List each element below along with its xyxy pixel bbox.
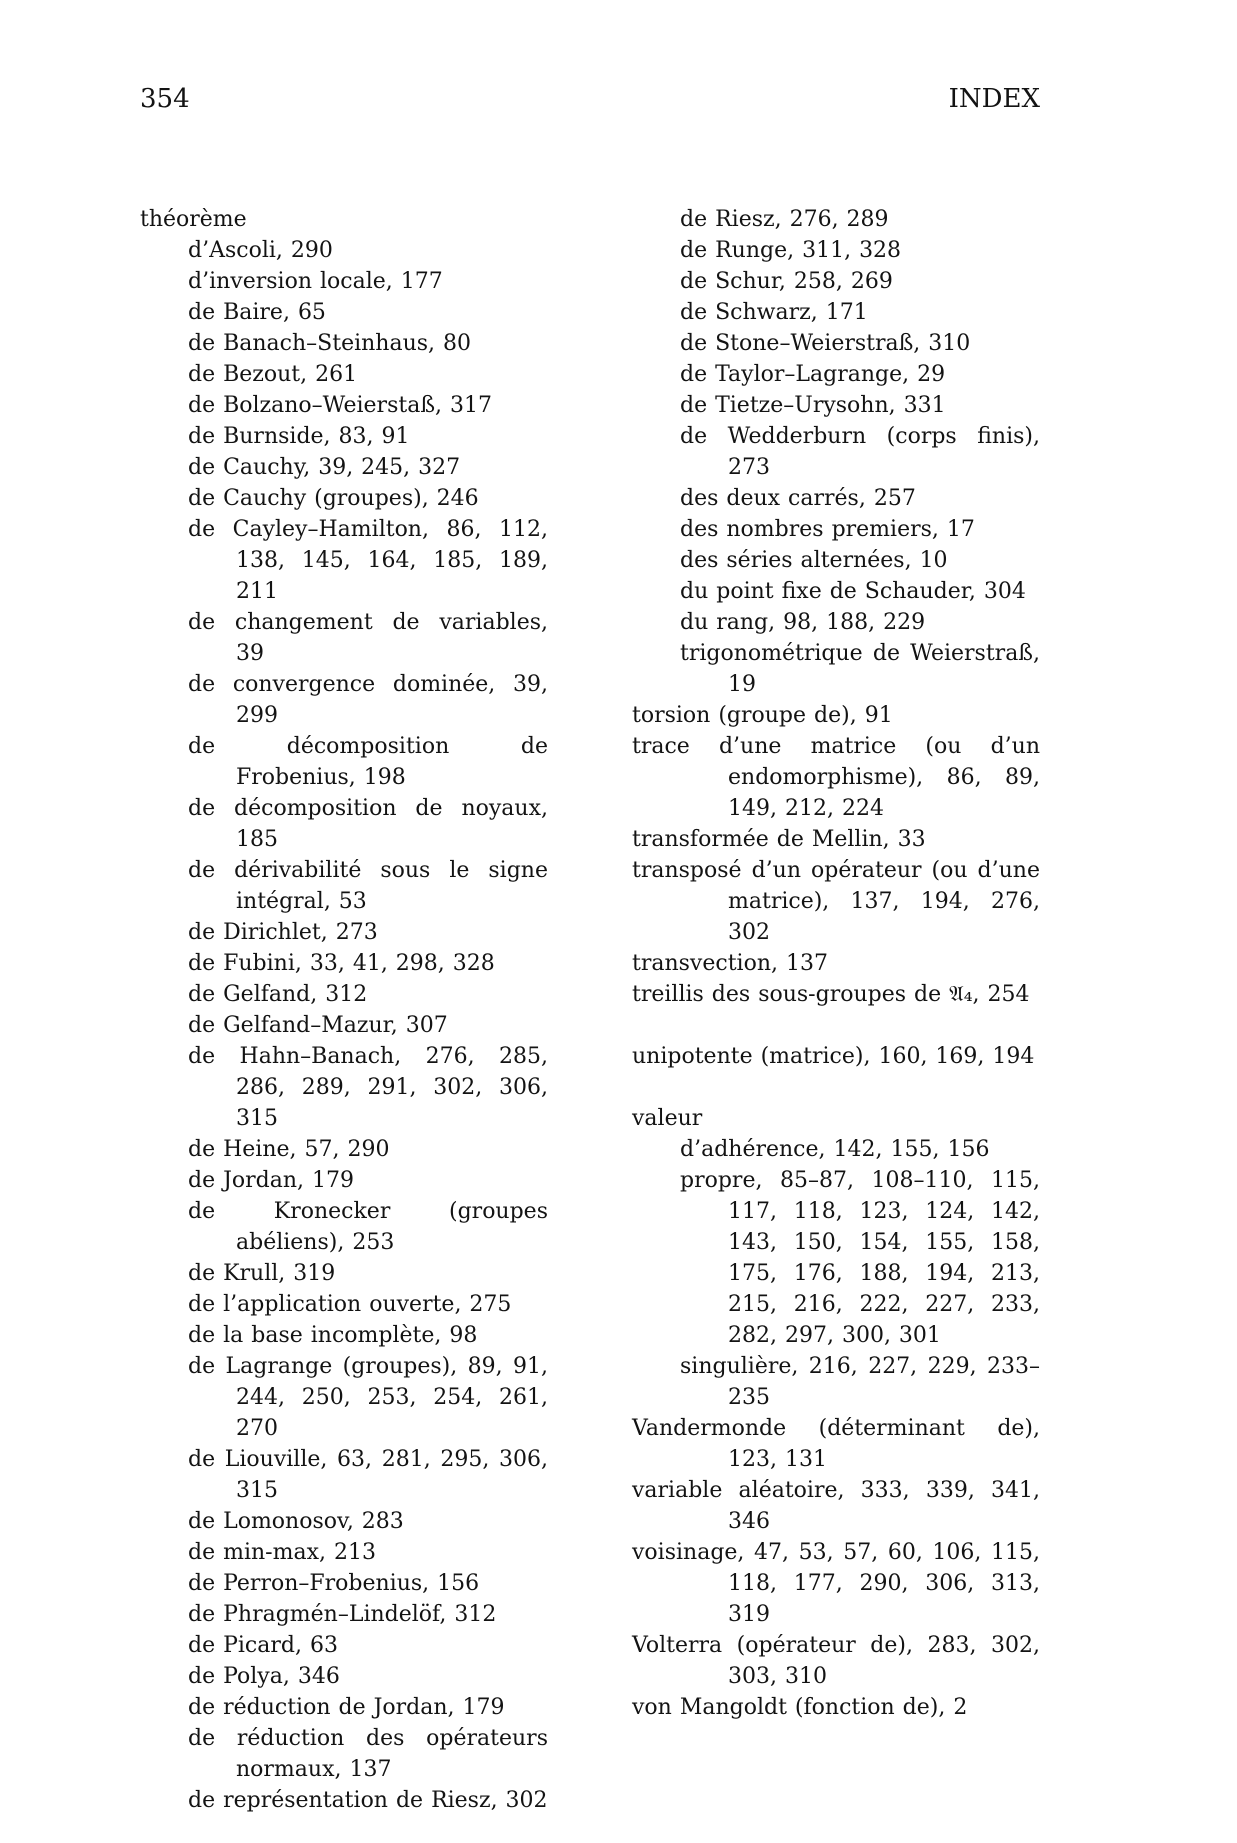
index-entry: de Picard, 63: [188, 1633, 338, 1658]
index-entry: voisinage, 47, 53, 57, 60, 106, 115, 118, 177, 290, 306, 313, 319: [632, 1540, 1040, 1627]
index-entry: de Tietze–Urysohn, 331: [680, 393, 946, 418]
index-entry: de Runge, 311, 328: [680, 238, 902, 263]
index-entry: du point fixe de Schauder, 304: [680, 579, 1026, 604]
index-entry: de l’application ouverte, 275: [188, 1292, 512, 1317]
index-entry: de Wedderburn (corps finis), 273: [680, 424, 1040, 480]
index-entry: de Krull, 319: [188, 1261, 336, 1286]
index-entry: du rang, 98, 188, 229: [680, 610, 926, 635]
index-entry: variable aléatoire, 333, 339, 341, 346: [632, 1478, 1040, 1534]
index-entry: de Bolzano–Weierstaß, 317: [188, 393, 492, 418]
index-entry: de représentation de Riesz, 302: [188, 1788, 548, 1813]
index-entry: de Gelfand, 312: [188, 982, 368, 1007]
index-entry: de Schur, 258, 269: [680, 269, 893, 294]
index-entry: de Lagrange (groupes), 89, 91, 244, 250, 253, 254, 261, 270: [188, 1354, 548, 1441]
index-entry: de Schwarz, 171: [680, 300, 868, 325]
index-entry: de Taylor–Lagrange, 29: [680, 362, 946, 387]
index-entry: de décomposition de Frobenius, 198: [188, 734, 548, 790]
index-entry: de Dirichlet, 273: [188, 920, 378, 945]
index-entry: de décomposition de noyaux, 185: [188, 796, 548, 852]
index-entry: transposé d’un opérateur (ou d’une matrice), 137, 194, 276, 302: [632, 858, 1040, 945]
running-title: INDEX: [948, 84, 1040, 114]
index-entry: von Mangoldt (fonction de), 2: [632, 1695, 968, 1720]
index-entry: de réduction des opérateurs normaux, 137: [188, 1726, 548, 1782]
index-entry: de Riesz, 276, 289: [680, 207, 889, 232]
index-entry: de Heine, 57, 290: [188, 1137, 390, 1162]
index-entry: de réduction de Jordan, 179: [188, 1695, 505, 1720]
index-entry: de min-max, 213: [188, 1540, 376, 1565]
index-entry: de Stone–Weierstraß, 310: [680, 331, 971, 356]
index-entry: des deux carrés, 257: [680, 486, 916, 511]
index-column-left: [140, 204, 548, 1816]
index-entry: de Jordan, 179: [188, 1168, 355, 1193]
index-entry: torsion (groupe de), 91: [632, 703, 893, 728]
index-entry: de Phragmén–Lindelöf, 312: [188, 1602, 497, 1627]
index-entry: d’Ascoli, 290: [188, 238, 333, 263]
index-entry: de Hahn–Banach, 276, 285, 286, 289, 291, 302, 306, 315: [188, 1044, 548, 1131]
index-entry: treillis des sous-groupes de 𝔄₄, 254: [632, 982, 1030, 1007]
index-entry: de Banach–Steinhaus, 80: [188, 331, 472, 356]
index-entry: d’inversion locale, 177: [188, 269, 443, 294]
page-number: 354: [140, 84, 190, 114]
index-entry: des séries alternées, 10: [680, 548, 948, 573]
index-entry: transvection, 137: [632, 951, 828, 976]
index-entry: de Lomonosov, 283: [188, 1509, 404, 1534]
index-entry: de Cauchy, 39, 245, 327: [188, 455, 461, 480]
index-entry: de convergence dominée, 39, 299: [188, 672, 548, 728]
index-entry: unipotente (matrice), 160, 169, 194: [632, 1044, 1035, 1069]
index-entry: de Bezout, 261: [188, 362, 358, 387]
index-entry: de Fubini, 33, 41, 298, 328: [188, 951, 495, 976]
index-entry: de Cauchy (groupes), 246: [188, 486, 479, 511]
index-columns: [140, 204, 1040, 1816]
index-entry: théorème: [140, 207, 247, 232]
index-entry: d’adhérence, 142, 155, 156: [680, 1137, 990, 1162]
index-column-right: [632, 204, 1040, 1816]
index-entry: trace d’une matrice (ou d’un endomorphisme), 86, 89, 149, 212, 224: [632, 734, 1040, 821]
index-entry: valeur: [632, 1106, 703, 1131]
index-entry: de Liouville, 63, 281, 295, 306, 315: [188, 1447, 548, 1503]
index-entry: de Cayley–Hamilton, 86, 112, 138, 145, 164, 185, 189, 211: [188, 517, 548, 604]
index-entry: de la base incomplète, 98: [188, 1323, 478, 1348]
page-header: [140, 84, 1040, 114]
index-entry: de Gelfand–Mazur, 307: [188, 1013, 448, 1038]
index-entry: propre, 85–87, 108–110, 115, 117, 118, 123, 124, 142, 143, 150, 154, 155, 158, 175, 176, 188, 194, 213, 215, 216, 222, 227, 233, 282, 297, 300, 301: [680, 1168, 1040, 1348]
index-entry: de changement de variables, 39: [188, 610, 548, 666]
index-entry: Vandermonde (déterminant de), 123, 131: [632, 1416, 1040, 1472]
index-entry: de Polya, 346: [188, 1664, 340, 1689]
index-entry: de dérivabilité sous le signe intégral, 53: [188, 858, 548, 914]
index-entry: de Baire, 65: [188, 300, 326, 325]
index-entry: transformée de Mellin, 33: [632, 827, 926, 852]
index-entry: singulière, 216, 227, 229, 233–235: [680, 1354, 1040, 1410]
index-entry: Volterra (opérateur de), 283, 302, 303, 310: [632, 1633, 1040, 1689]
index-entry: de Perron–Frobenius, 156: [188, 1571, 480, 1596]
index-entry: trigonométrique de Weierstraß, 19: [680, 641, 1040, 697]
index-entry: de Kronecker (groupes abéliens), 253: [188, 1199, 548, 1255]
index-entry: de Burnside, 83, 91: [188, 424, 410, 449]
index-entry: des nombres premiers, 17: [680, 517, 975, 542]
